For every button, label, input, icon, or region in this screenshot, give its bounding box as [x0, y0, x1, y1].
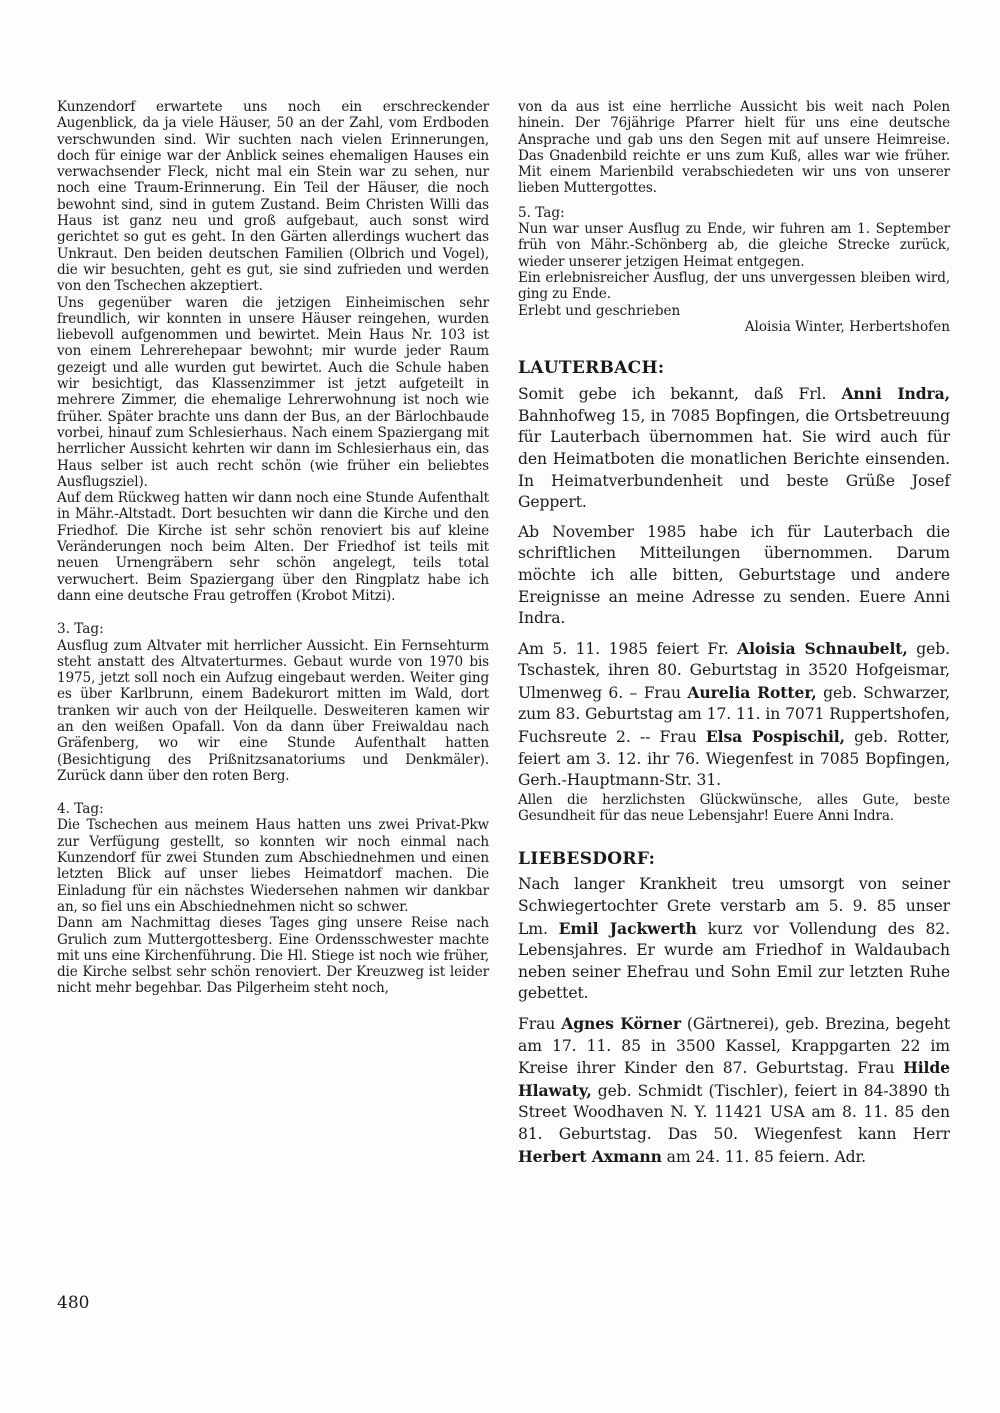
- text-span: Am 5. 11. 1985 feiert Fr.: [518, 639, 738, 658]
- left-column: [57, 99, 489, 997]
- lauterbach-birthdays: [518, 638, 950, 792]
- text-span: Somit gebe ich bekannt, daß Frl.: [518, 385, 842, 404]
- lauterbach-paragraph-1: [518, 383, 950, 514]
- paragraph-grulich-continuation: von da aus ist eine herrliche Aussicht bis weit nach Polen hinein. Der 76jährige Pfarrer hielt für uns eine deutsche Ansprache und gab uns den Segen mit auf unsere Heimreise. Das Gnadenbild reichte er uns zum Kuß, alles war wie früher. Mit einem Marienbild verabschiedeten wir uns von unserer lieben Muttergottes.: [518, 99, 950, 197]
- day4-text-2: Dann am Nachmittag dieses Tages ging unsere Reise nach Grulich zum Muttergottesberg. Eine Ordensschwester machte mit uns eine Kirchenführung. Die Hl. Stiege ist noch wie früher, die Kirche selbst sehr schön renoviert. Der Kreuzweg ist leider nicht mehr begehbar. Das Pilgerheim steht noch,: [57, 915, 489, 997]
- text-span: Bahnhofweg 15, in 7085 Bopfingen, die Ortsbetreuung für Lauterbach übernommen hat. Sie wird auch für den Heimatboten die monatlichen Berichte einsenden. In Heimatverbundenheit und beste Grüße Josef Geppert.: [518, 406, 950, 512]
- heading-liebesdorf: LIEBESDORF:: [518, 849, 656, 870]
- paragraph-kunzendorf-visit: Kunzendorf erwartete uns noch ein erschreckender Augenblick, da ja viele Häuser, 50 an der Zahl, vom Erdboden verschwunden sind. Wir suchten nach vielen Erinnerungen, doch für einige war der Anblick seines ehemaligen Hauses ein verwachsender Fleck, nicht mal ein Stein war zu sehen, nur noch eine Traum-Erinnerung. Ein Teil der Häuser, die noch bewohnt sind, sind in gutem Zustand. Beim Christen Willi das Haus ist ganz neu und groß aufgebaut, auch sonst wird gerichtet so gut es geht. In den Gärten allerdings wuchert das Unkraut. Den beiden deutschen Familien (Olbrich und Vogel), die wir besuchten, geht es gut, sie sind zufrieden und werden von den Tschechen akzeptiert.: [57, 99, 489, 295]
- liebesdorf-obituary: [518, 874, 950, 1005]
- author-signature: Aloisia Winter, Herbertshofen: [744, 318, 950, 335]
- heading-lauterbach: LAUTERBACH:: [518, 358, 665, 379]
- text-span: Nach langer Krankheit treu umsorgt von seiner Schwiegertochter Grete verstarb am 5. 9. 85 unser Lm.: [518, 875, 950, 938]
- lauterbach-greetings: Allen die herzlichsten Glückwünsche, alles Gute, beste Gesundheit für das neue Lebensjahr! Euere Anni Indra.: [518, 791, 950, 825]
- text-span: Frau: [518, 1015, 562, 1033]
- text-span: am 24. 11. 85 feiern. Adr.: [661, 1147, 867, 1166]
- day5-label: 5. Tag:: [518, 204, 565, 221]
- person-name: Aloisia Schnaubelt,: [737, 638, 908, 658]
- lauterbach-paragraph-2: Ab November 1985 habe ich für Lauterbach die schriftlichen Mitteilungen übernommen. Darum möchte ich alle bitten, Geburtstage und andere Ereignisse an meine Adresse zu senden. Euere Anni Indra.: [518, 522, 950, 628]
- person-name: Elsa Pospischil,: [705, 727, 845, 747]
- day3-label: 3. Tag:: [57, 621, 104, 638]
- person-name: Anni Indra,: [841, 384, 951, 404]
- day4-text-1: Die Tschechen aus meinem Haus hatten uns zwei Privat-Pkw zur Verfügung gestellt, so konnten wir noch einmal nach Kunzendorf für zwei Stunden zum Abschiednehmen und einen letzten Blick auf unser liebes Heimatdorf machen. Die Einladung für ein nächstes Wiedersehen nahmen wir dankbar an, so fiel uns ein Abschiednehmen nicht so schwer.: [57, 817, 489, 915]
- text-span: kurz vor Vollendung des 82. Lebensjahres. Er wurde am Friedhof in Waldaubach neben seiner Ehefrau und Sohn Emil zur letzten Ruhe gebettet.: [518, 919, 950, 1003]
- right-column: [518, 99, 950, 1168]
- text-span: geb. Rotter, feiert am 3. 12. ihr 76. Wiegenfest in 7085 Bopfingen, Gerh.-Hauptmann-Str. 31.: [518, 728, 950, 790]
- person-name: Aurelia Rotter,: [687, 682, 817, 702]
- day5-text-2: Ein erlebnisreicher Ausflug, der uns unvergessen bleiben wird, ging zu Ende.: [518, 269, 950, 303]
- day4-label: 4. Tag:: [57, 801, 104, 818]
- text-span: (Gärtnerei), geb. Brezina, begeht am 17. 11. 85 in 3500 Kassel, Krappgarten 22 im Kreise ihrer Kinder den 87. Geburtstag. Frau: [518, 1015, 950, 1078]
- page-number: 480: [57, 1293, 90, 1313]
- paragraph-altstadt: Auf dem Rückweg hatten wir dann noch eine Stunde Aufenthalt in Mähr.-Altstadt. Dort besuchten wir dann die Kirche und den Friedhof. Die Kirche ist sehr schön renoviert bis auf kleine Veränderungen noch beim Alten. Der Friedhof ist teils mit neuen Urnengräbern sehr schön angelegt, teils total verwuchert. Beim Spaziergang über den Ringplatz habe ich dann eine deutsche Frau getroffen (Krobot Mitzi).: [57, 490, 489, 604]
- text-span: geb. Schwarzer, zum 83. Geburtstag am 17. 11. in 7071 Ruppertshofen, Fuchsreute 2. -- Frau: [518, 683, 951, 747]
- person-name: Hilde Hlawaty,: [518, 1058, 950, 1100]
- day3-text: Ausflug zum Altvater mit herrlicher Aussicht. Ein Fernsehturm steht anstatt des Altvaterturmes. Gebaut wurde von 1970 bis 1975, jetzt soll noch ein Aufzug eingebaut werden. Weiter ging es über Karlbrunn, einem Badekurort mitten im Wald, dort tranken wir auch von der Heilquelle. Desweiteren kamen wir an den weißen Opafall. Von da dann über Freiwaldau nach Gräfenberg, wo wir eine Stunde Aufenthalt hatten (Besichtigung des Prißnitzsanatoriums und Denkmäler). Zurück dann über den roten Berg.: [57, 637, 489, 784]
- liebesdorf-birthdays: [518, 1013, 950, 1168]
- day5-text-3: Erlebt und geschrieben: [518, 302, 681, 319]
- person-name: Herbert Axmann: [518, 1146, 662, 1166]
- text-span: geb. Tschastek, ihren 80. Geburtstag in 3520 Hofgeismar, Ulmenweg 6. – Frau: [518, 639, 951, 702]
- paragraph-locals-friendly: Uns gegenüber waren die jetzigen Einheimischen sehr freundlich, wir konnten in unsere Häuser reingehen, wurden liebevoll aufgenommen und bewirtet. Mein Haus Nr. 103 ist von einem Lehrerehepaar bewohnt; mir wurde jeder Raum gezeigt und alle wurden gut bewirtet. Auch die Schule haben wir besichtigt, das Klassenzimmer ist jetzt aufgeteilt in mehrere Zimmer, die ehemalige Lehrerwohnung ist noch wie früher. Später brachte uns dann der Bus, an der Bärlochbaude vorbei, hinauf zum Schlesierhaus. Nach einem Spaziergang mit herrlicher Aussicht kehrten wir dann im Schlesierhaus ein, das Haus selber ist auch recht schön (wie früher ein beliebtes Ausflugsziel).: [57, 294, 489, 490]
- day5-text-1: Nun war unser Ausflug zu Ende, wir fuhren am 1. September früh von Mähr.-Schönberg ab, die gleiche Strecke zurück, wieder unserer jetzigen Heimat entgegen.: [518, 221, 950, 270]
- person-name: Emil Jackwerth: [558, 918, 697, 938]
- text-span: geb. Schmidt (Tischler), feiert in 84-3890 th Street Woodhaven N. Y. 11421 USA am 8. 11. 85 den 81. Geburtstag. Das 50. Wiegenfest kann Herr: [518, 1081, 950, 1143]
- person-name: Agnes Körner: [561, 1014, 681, 1033]
